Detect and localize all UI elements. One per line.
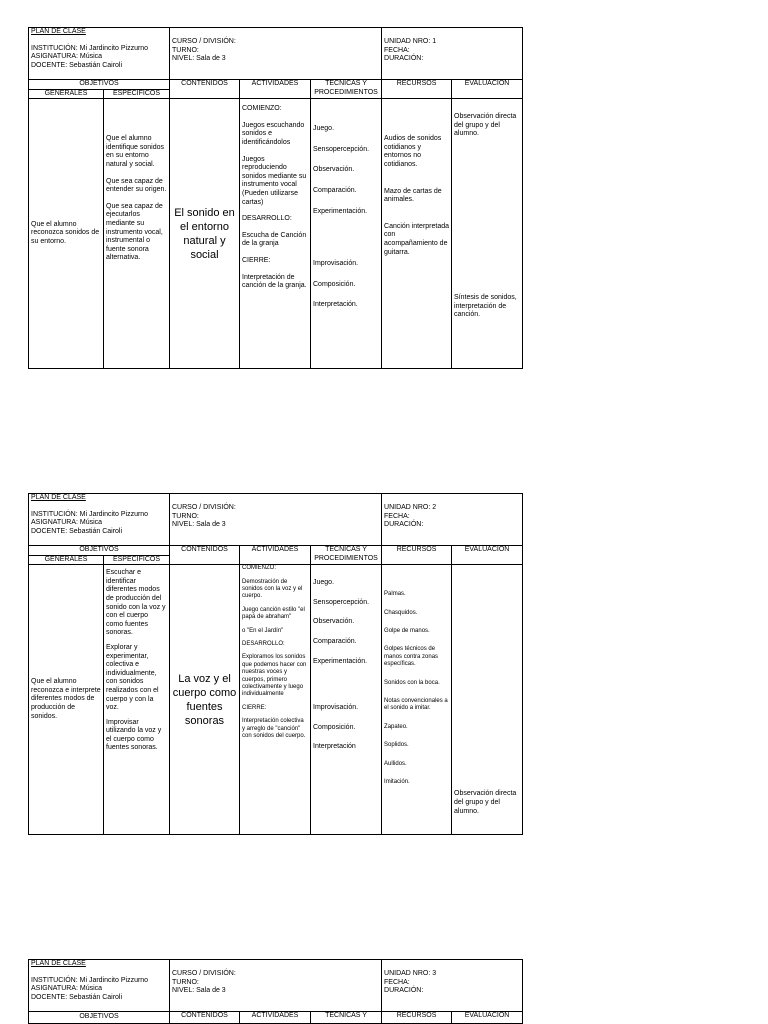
docente-text: DOCENTE: Sebastián Cairoli (31, 993, 123, 1001)
tecnica-item: Sensopercepción. (313, 145, 370, 153)
recurso-item: Canción interpretada con acompañamiento de guitarra. (384, 222, 450, 256)
evaluacion-cell (452, 565, 523, 835)
actividad-item: COMIENZO: (242, 105, 282, 113)
lesson-plan-table (28, 493, 523, 835)
recurso-item: Audios de sonidos cotidianos y entornos no cotidianos. (384, 135, 442, 168)
col-header-recursos: RECURSOS (382, 1012, 452, 1024)
curso-text: CURSO / DIVISIÓN: (172, 38, 236, 45)
plan-header-right (382, 494, 523, 546)
col-header-actividades: ACTIVIDADES (240, 546, 311, 565)
contenidos-cell (170, 99, 240, 369)
contenidos-text: La voz y el cuerpo como fuentes sonoras (172, 672, 237, 727)
plan-header-left (29, 494, 170, 546)
lesson-plan-1 (28, 27, 522, 369)
tecnica-item: Improvisación. (313, 704, 359, 712)
institucion-text: INSTITUCIÓN: Mi Jardincito Pizzurno (31, 44, 149, 52)
especifico-item: Explorar y experimentar, colectiva e individualmente, con sonidos realizados con el cuerpo y con la voz. (106, 643, 159, 712)
generales-cell (29, 99, 104, 369)
asignatura-text: ASIGNATURA: Música (31, 985, 103, 993)
recursos-cell (382, 565, 452, 835)
plan-header-middle (170, 28, 382, 80)
actividad-item: o "En el Jardín" (242, 627, 284, 634)
col-header-contenidos: CONTENIDOS (170, 80, 240, 99)
col-header-generales: GENERALES (29, 89, 104, 99)
nivel-text: NIVEL: Sala de 3 (172, 521, 226, 529)
generales-text: Que el alumno reconozca sonidos de su entorno. (31, 220, 100, 245)
evaluacion-item: Síntesis de sonidos, interpretación de canción. (454, 293, 517, 319)
especifico-item: Que sea capaz de entender su origen. (106, 177, 167, 194)
generales-cell (29, 565, 104, 835)
actividad-item: COMIENZO: (242, 565, 276, 572)
recurso-item: Golpes técnicos de manos contra zonas específicas. (384, 646, 439, 668)
docente-text: DOCENTE: Sebastián Cairoli (31, 61, 123, 69)
fecha-text: FECHA: (384, 978, 410, 986)
recurso-item: Imitación. (384, 779, 410, 786)
actividad-item: Escucha de Canción de la granja (242, 231, 307, 248)
tecnica-item: Interpretación (313, 743, 356, 751)
col-header-especificos: ESPECIFICOS (104, 555, 170, 565)
col-header-tecnicas: TÉCNICAS Y PROCEDIMIENTOS (311, 80, 382, 99)
recursos-cell (382, 99, 452, 369)
actividad-item: DESARROLLO: (242, 641, 285, 648)
recurso-item: Mazo de cartas de animales. (384, 187, 442, 204)
tecnica-item: Juego. (313, 579, 335, 587)
actividad-item: Juegos escuchando sonidos e identificándolos (242, 121, 305, 146)
plan-header-middle (170, 494, 382, 546)
plan-title: PLAN DE CLASE (31, 960, 86, 967)
recurso-item: Chasquidos. (384, 609, 418, 616)
docente-text: DOCENTE: Sebastián Cairoli (31, 527, 123, 535)
recurso-item: Notas convencionales a el sonido a imitar. (384, 698, 448, 712)
plan-header-left (29, 960, 170, 1012)
col-header-tecnicas: TÉCNICAS Y PROCEDIMIENTOS (311, 546, 382, 565)
evaluacion-item: Observación directa del grupo y del alumno. (454, 113, 517, 138)
tecnica-item: Observación. (313, 166, 355, 174)
plan-title: PLAN DE CLASE (31, 494, 86, 501)
asignatura-text: ASIGNATURA: Música (31, 53, 103, 61)
contenidos-cell (170, 565, 240, 835)
duracion-text: DURACIÓN: (384, 521, 424, 529)
actividad-item: CIERRE: (242, 256, 271, 264)
lesson-plan-2 (28, 493, 522, 835)
evaluacion-item: Observación directa del grupo y del alumno. (454, 790, 517, 815)
actividad-item: Exploramos los sonidos que podemos hacer con nuestras voces y cuerpos, primero colectivamente y luego individualmente (242, 654, 307, 698)
col-header-generales: GENERALES (29, 555, 104, 565)
duracion-text: DURACIÓN: (384, 987, 424, 995)
tecnica-item: Composición. (313, 280, 356, 288)
col-header-objetivos: OBJETIVOS (29, 80, 170, 90)
nivel-text: NIVEL: Sala de 3 (172, 987, 226, 995)
turno-text: TURNO: (172, 978, 199, 986)
actividad-item: Interpretación colectiva y arreglo de "canción" con sonidos del cuerpo. (242, 718, 306, 740)
recurso-item: Golpe de manos. (384, 628, 430, 634)
col-header-evaluacion: EVALUACIÓN (452, 80, 523, 99)
tecnica-item: Sensopercepción. (313, 598, 370, 606)
actividades-cell (240, 99, 311, 369)
plan-header-left (29, 28, 170, 80)
col-header-recursos: RECURSOS (382, 546, 452, 565)
tecnica-item: Juego. (313, 125, 335, 133)
especifico-item: Improvisar utilizando la voz y el cuerpo como fuentes sonoras. (106, 718, 162, 752)
actividad-item: Juego canción estilo "el papá de abraham" (242, 606, 305, 621)
curso-text: CURSO / DIVISIÓN: (172, 970, 236, 977)
col-header-evaluacion: EVALUACIÓN (452, 546, 523, 565)
plan-header-right (382, 960, 523, 1012)
lesson-plan-3 (28, 959, 522, 1024)
tecnica-item: Experimentación. (313, 657, 368, 665)
col-header-evaluacion: EVALUACIÓN (452, 1012, 523, 1024)
col-header-actividades: ACTIVIDADES (240, 80, 311, 99)
actividades-cell (240, 565, 311, 835)
turno-text: TURNO: (172, 512, 199, 520)
col-header-contenidos: CONTENIDOS (170, 1012, 240, 1024)
col-header-recursos: RECURSOS (382, 80, 452, 99)
col-header-objetivos: OBJETIVOS (29, 1012, 170, 1024)
unidad-text: UNIDAD NRO: 2 (384, 504, 437, 511)
col-header-tecnicas: TÉCNICAS Y (311, 1012, 382, 1024)
tecnicas-cell (311, 565, 382, 835)
recurso-item: Zapateo. (384, 723, 408, 730)
recurso-item: Sonidos con la boca. (384, 679, 440, 686)
recurso-item: Palmas. (384, 591, 406, 598)
especificos-cell (104, 99, 170, 369)
tecnica-item: Interpretación. (313, 301, 358, 309)
plan-title: PLAN DE CLASE (31, 28, 86, 35)
actividad-item: DESARROLLO: (242, 215, 292, 223)
actividad-item: Interpretación de canción de la granja. (242, 273, 307, 290)
tecnica-item: Observación. (313, 618, 355, 626)
col-header-especificos: ESPECIFICOS (104, 89, 170, 99)
fecha-text: FECHA: (384, 46, 410, 54)
tecnicas-cell (311, 99, 382, 369)
recurso-item: Soplidos. (384, 742, 409, 749)
col-header-objetivos: OBJETIVOS (29, 546, 170, 556)
especificos-cell (104, 565, 170, 835)
especifico-item: Que sea capaz de ejecutarlos mediante su instrumento vocal, instrumental o fuente sonora alternativa. (106, 202, 163, 262)
tecnica-item: Improvisación. (313, 260, 359, 268)
unidad-text: UNIDAD NRO: 1 (384, 38, 437, 45)
tecnica-item: Composición. (313, 723, 356, 731)
actividad-item: Demostración de sonidos con la voz y el cuerpo. (242, 578, 303, 600)
tecnica-item: Comparación. (313, 186, 357, 194)
especifico-item: Escuchar e identificar diferentes modos de producción del sonido con la voz y con el cuerpo como fuentes sonoras. (106, 569, 166, 637)
institucion-text: INSTITUCIÓN: Mi Jardincito Pizzurno (31, 976, 149, 984)
especifico-item: Que el alumno identifique sonidos en su entorno natural y social. (106, 135, 164, 168)
turno-text: TURNO: (172, 46, 199, 54)
actividad-item: Juegos reproduciendo sonidos mediante su instrumento vocal (Pueden utilizarse cartas) (242, 155, 307, 206)
generales-text: Que el alumno reconozca e interprete diferentes modos de producción de sonidos. (31, 678, 101, 720)
contenidos-text: El sonido en el entorno natural y social (174, 206, 235, 261)
nivel-text: NIVEL: Sala de 3 (172, 55, 226, 63)
actividad-item: CIERRE: (242, 704, 267, 711)
duracion-text: DURACIÓN: (384, 55, 424, 63)
evaluacion-cell (452, 99, 523, 369)
lesson-plan-table (28, 959, 523, 1024)
plan-header-right (382, 28, 523, 80)
fecha-text: FECHA: (384, 512, 410, 520)
col-header-contenidos: CONTENIDOS (170, 546, 240, 565)
lesson-plan-table (28, 27, 523, 369)
tecnica-item: Experimentación. (313, 207, 368, 215)
col-header-actividades: ACTIVIDADES (240, 1012, 311, 1024)
asignatura-text: ASIGNATURA: Música (31, 519, 103, 527)
unidad-text: UNIDAD NRO: 3 (384, 970, 437, 977)
recurso-item: Aullidos. (384, 760, 407, 767)
institucion-text: INSTITUCIÓN: Mi Jardincito Pizzurno (31, 510, 149, 518)
curso-text: CURSO / DIVISIÓN: (172, 504, 236, 511)
tecnica-item: Comparación. (313, 637, 357, 645)
plan-header-middle (170, 960, 382, 1012)
